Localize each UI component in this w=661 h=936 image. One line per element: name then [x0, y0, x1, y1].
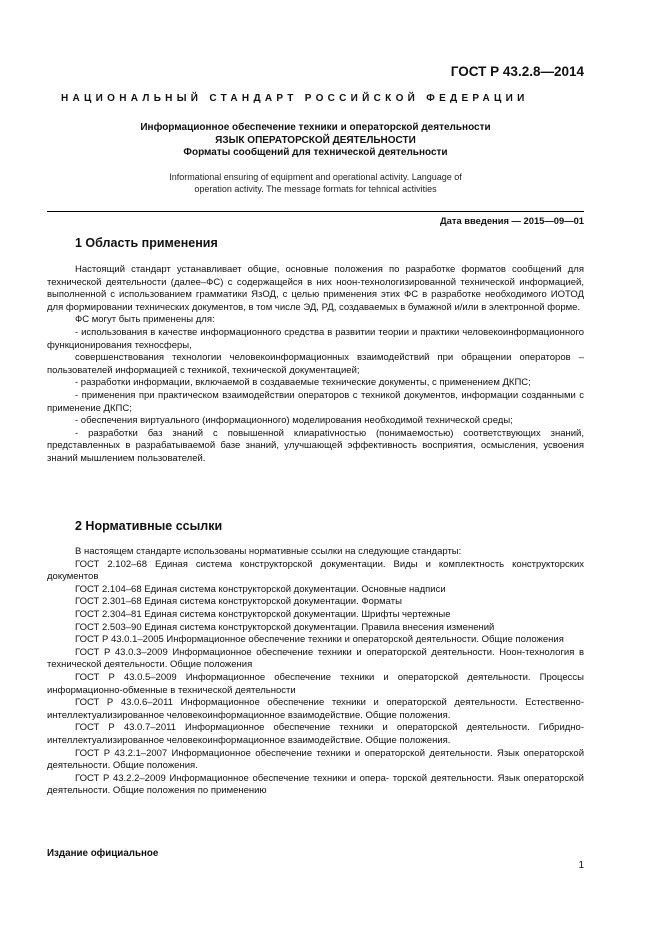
- intro-date: Дата введения — 2015—09—01: [439, 215, 584, 226]
- title-line: Форматы сообщений для технической деятельности: [183, 147, 448, 158]
- reference-item: ГОСТ 2.301–68 Единая система конструкторской документации. Форматы: [75, 596, 402, 608]
- paragraph: ФС могут быть применены для:: [75, 314, 215, 326]
- section-body-scope: [47, 264, 584, 466]
- paragraph: совершенствования технологии человекоинформационных взаимодействий при обращении операторов – пользователей информацией с техникой, технической документацией;: [47, 352, 584, 376]
- section-title-scope: 1 Область применения: [75, 236, 218, 250]
- reference-item: ГОСТ Р 43.0.6–2011 Информационное обеспечение техники и операторской деятельности. Естественно-интеллектуализированное человекоинформационное взаимодействие. Общие положения.: [47, 697, 584, 721]
- title-line: ЯЗЫК ОПЕРАТОРСКОЙ ДЕЯТЕЛЬНОСТИ: [215, 134, 416, 146]
- title-block-en: [47, 172, 584, 195]
- reference-item: ГОСТ 2.104–68 Единая система конструкторской документации. Основные надписи: [75, 583, 446, 595]
- section-title-references: 2 Нормативные ссылки: [75, 519, 223, 533]
- title-line-en: Informational ensuring of equipment and operational activity. Language of: [169, 172, 462, 182]
- reference-item: ГОСТ Р 43.2.2–2009 Информационное обеспечение техники и опера- торской деятельности. Язык операторской деятельности. Общие положения по применению: [47, 772, 584, 797]
- paragraph: - обеспечения виртуального (информационного) моделирования необходимой технической среды;: [75, 415, 513, 427]
- reference-item: ГОСТ 2.102–68 Единая система конструкторской документации. Виды и комплектность конструкторских документов: [47, 558, 584, 583]
- gost-code: ГОСТ Р 43.2.8—2014: [450, 64, 584, 79]
- paragraph: Настоящий стандарт устанавливает общие, основные положения по разработке форматов сообщений для технической деятельности (далее–ФС) с содержащейся в них ноон-технологизированной технической информацией, выполненной с использованием грамматики ЯзОД, с целью применения этих ФС в разработке необходимого ИОТОД для формировании технических документов, в том числе ЭД, РД, создаваемых в бумажной и/или в электронной форме.: [47, 264, 584, 313]
- reference-item: ГОСТ Р 43.0.3–2009 Информационное обеспечение техники и операторской деятельности. Ноон-технология в технической деятельности. Общие положения: [47, 646, 584, 671]
- title-line-en: operation activity. The message formats for tehnical activities: [194, 183, 437, 194]
- reference-item: ГОСТ Р 43.0.7–2011 Информационное обеспечение техники и операторской деятельности. Гибридно-интеллектуализированное человекоинформационное взаимодействие. Общие положения.: [47, 722, 584, 746]
- title-block-ru: [47, 122, 584, 160]
- reference-item: ГОСТ Р 43.0.1–2005 Информационное обеспечение техники и операторской деятельности. Общие положения: [75, 634, 564, 646]
- paragraph: - разработки информации, включаемой в создаваемые технические документы, с применением ДКПС;: [75, 377, 531, 389]
- paragraph: - разработки баз знаний с повышенной клиарativностью (понимаемостью) соответствующих знаний, представленных в разрабатываемой базе знаний, улучшающей эффективность восприятия, осмысления, усвоения знаний мышлением пользователей.: [47, 427, 584, 464]
- paragraph: - использования в качестве информационного средства в развитии теории и практики человекоинформационного функционирования техносферы,: [47, 326, 584, 351]
- reference-item: ГОСТ Р 43.2.1–2007 Информационное обеспечение техники и операторской деятельности. Язык операторской деятельности. Общие положения.: [47, 747, 584, 772]
- reference-item: ГОСТ Р 43.0.5–2009 Информационное обеспечение техники и операторской деятельности. Процессы информационно-обменные в технической деятельности: [47, 671, 584, 696]
- edition-note: Издание официальное: [47, 848, 159, 859]
- reference-item: ГОСТ 2.304–81 Единая система конструкторской документации. Шрифты чертежные: [75, 608, 451, 620]
- national-standard-banner: НАЦИОНАЛЬНЫЙ СТАНДАРТ РОССИЙСКОЙ ФЕДЕРАЦИИ: [61, 93, 529, 104]
- title-line: Информационное обеспечение техники и операторской деятельности: [140, 122, 491, 133]
- header-divider: [47, 211, 584, 212]
- reference-item: ГОСТ 2.503–90 Единая система конструкторской документации. Правила внесения изменений: [75, 621, 495, 633]
- paragraph: В настоящем стандарте использованы нормативные ссылки на следующие стандарты:: [75, 546, 462, 557]
- section-body-references: [47, 546, 584, 798]
- paragraph: - применения при практическом взаимодействии операторов с техникой документов, информации созданными с применение ДКПС;: [47, 389, 584, 414]
- page-number: 1: [578, 860, 584, 871]
